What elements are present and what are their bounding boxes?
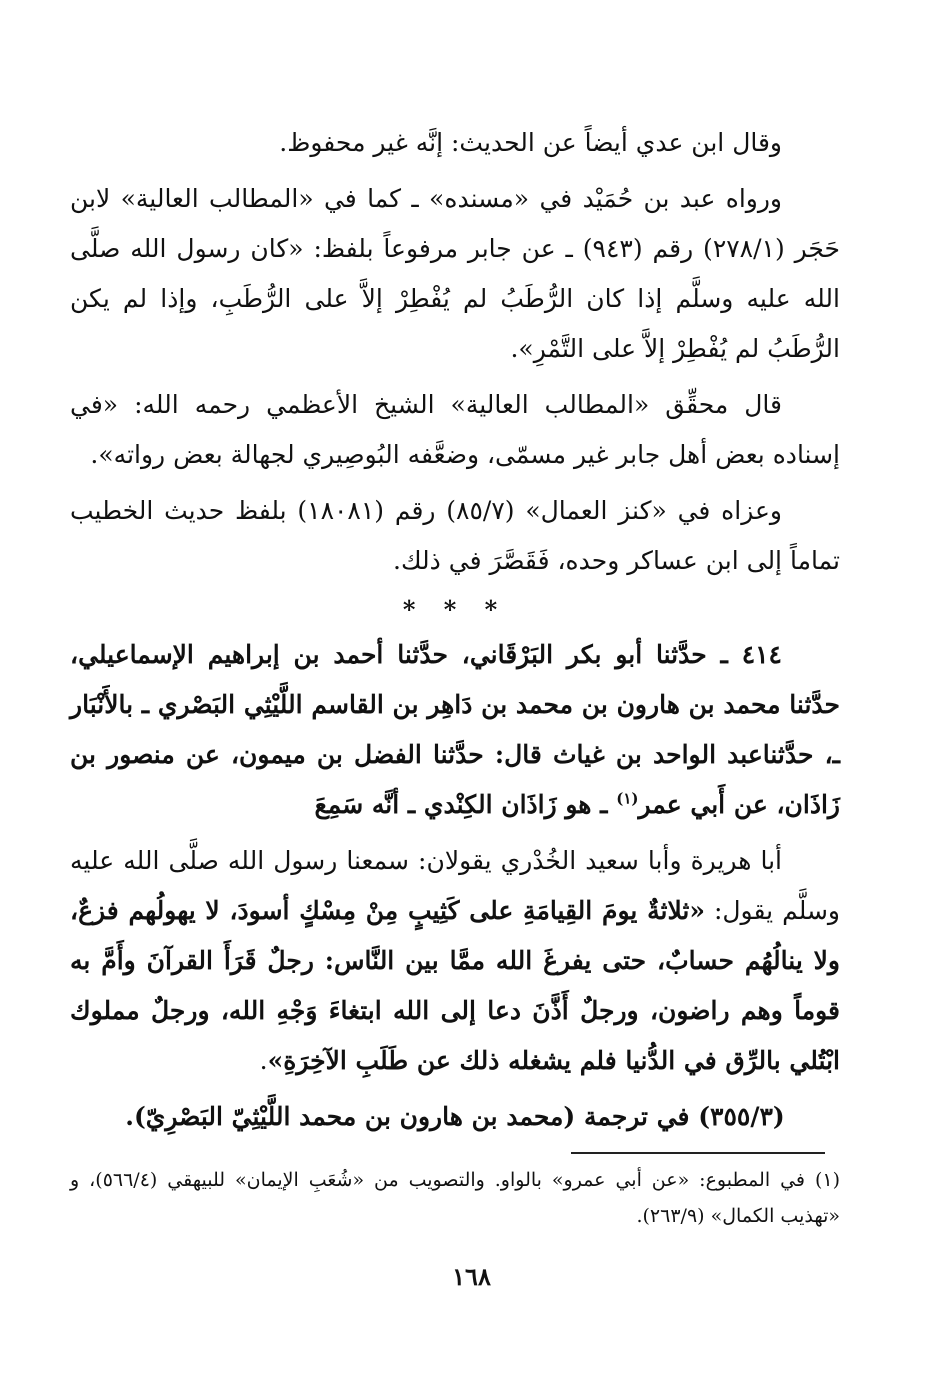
page-body xyxy=(70,110,840,1148)
footnotes xyxy=(70,1162,840,1234)
paragraph-kanz-al-ummal: وعزاه في «كنز العمال» (٨٥/٧) رقم (١٨٠٨١) بلفظ حديث الخطيب تماماً إلى ابن عساكر وحده، فَقَصَّرَ في ذلك. xyxy=(70,496,840,575)
footnote-divider xyxy=(571,1152,825,1154)
footnote-1 xyxy=(70,1162,840,1234)
hadith-quote: «ثلاثةٌ يومَ القِيامَةِ على كَثِيبٍ مِنْ مِسْكٍ أسودَ، لا يهولُهم فزعٌ، ولا ينالُهُم حسابٌ، حتى يفرغَ الله ممَّا بين النَّاس: رجلٌ قَرَأَ القرآنَ وأَمَّ به قوماً وهم راضون، ورجلٌ أَذَّنَ دعا إلى الله ابتغاءَ وَجْهِ الله، ورجلٌ مملوك ابْتُلي بالرِّق في الدُّنيا فلم يشغله ذلك عن طَلَبِ الآخِرَةِ» xyxy=(70,896,840,1075)
footnote-marker[interactable]: (١) xyxy=(616,789,639,808)
reference-line: (٣٥٥/٣) في ترجمة (محمد بن هارون بن محمد اللَّيْثِيّ البَصْرِيّ). xyxy=(125,1102,785,1131)
footnote-1-text: في المطبوع: «عن أبي عمرو» بالواو. والتصويب من «شُعَبِ الإيمان» للبيهقي (٥٦٦/٤)، و «تهذيب الكمال» (٢٦٣/٩). xyxy=(70,1169,840,1227)
page-number: ١٦٨ xyxy=(452,1262,491,1291)
footnote-1-marker: (١) xyxy=(814,1169,840,1191)
paragraph-muhaqqiq: قال محقِّق «المطالب العالية» الشيخ الأعظمي رحمه الله: «في إسناده بعض أهل جابر غير مسمّى، وضعَّفه البُوصِيري لجهالة بعض رواته». xyxy=(70,390,840,469)
paragraph-ibn-adi: وقال ابن عدي أيضاً عن الحديث: إنَّه غير محفوظ. xyxy=(279,128,782,157)
paragraph-abd-bin-humayd: ورواه عبد بن حُمَيْد في «مسنده» ـ كما في «المطالب العالية» لابن حَجَر (٢٧٨/١) رقم (٩٤٣) ـ عن جابر مرفوعاً بلفظ: «كان رسول الله صلَّى الله عليه وسلَّم إذا كان الرُّطَبُ لم يُفْطِرْ إلاَّ على الرُّطَبِ، وإذا لم يكن الرُّطَبُ لم يُفْطِرْ إلاَّ على التَّمْرِ». xyxy=(70,184,841,363)
hadith-text: أبا هريرة وأبا سعيد الخُدْري يقولان: سمعنا رسول الله صلَّى الله عليه وسلَّم يقول: «ثلاثةٌ يومَ القِيامَةِ على كَثِيبٍ مِنْ مِسْكٍ أسودَ، لا يهولُهم فزعٌ، ولا ينالُهُم حسابٌ، حتى يفرغَ الله ممَّا بين النَّاس: رجلٌ قَرَأَ القرآنَ وأَمَّ به قوماً وهم راضون، ورجلٌ أَذَّنَ دعا إلى الله ابتغاءَ وَجْهِ الله، ورجلٌ مملوك ابْتُلي بالرِّق في الدُّنيا فلم يشغله ذلك عن طَلَبِ الآخِرَةِ». xyxy=(70,846,841,1075)
hadith-chain: ٤١٤ ـ حدَّثنا أبو بكر البَرْقَاني، حدَّثنا أحمد بن إبراهيم الإسماعيلي، حدَّثنا محمد بن هارون بن محمد بن دَاهِر بن القاسم اللَّيْثِي البَصْري ـ بالأَنْبَار ـ، حدَّثناعبد الواحد بن غياث قال: حدَّثنا الفضل بن ميمون، عن منصور بن زَاذَان، عن أَبي عمر$^{(١)}$ ـ هو زَاذَان الكِنْدي ـ أنَّه سَمِعَ xyxy=(70,640,840,819)
section-separator: * * * xyxy=(402,595,508,624)
